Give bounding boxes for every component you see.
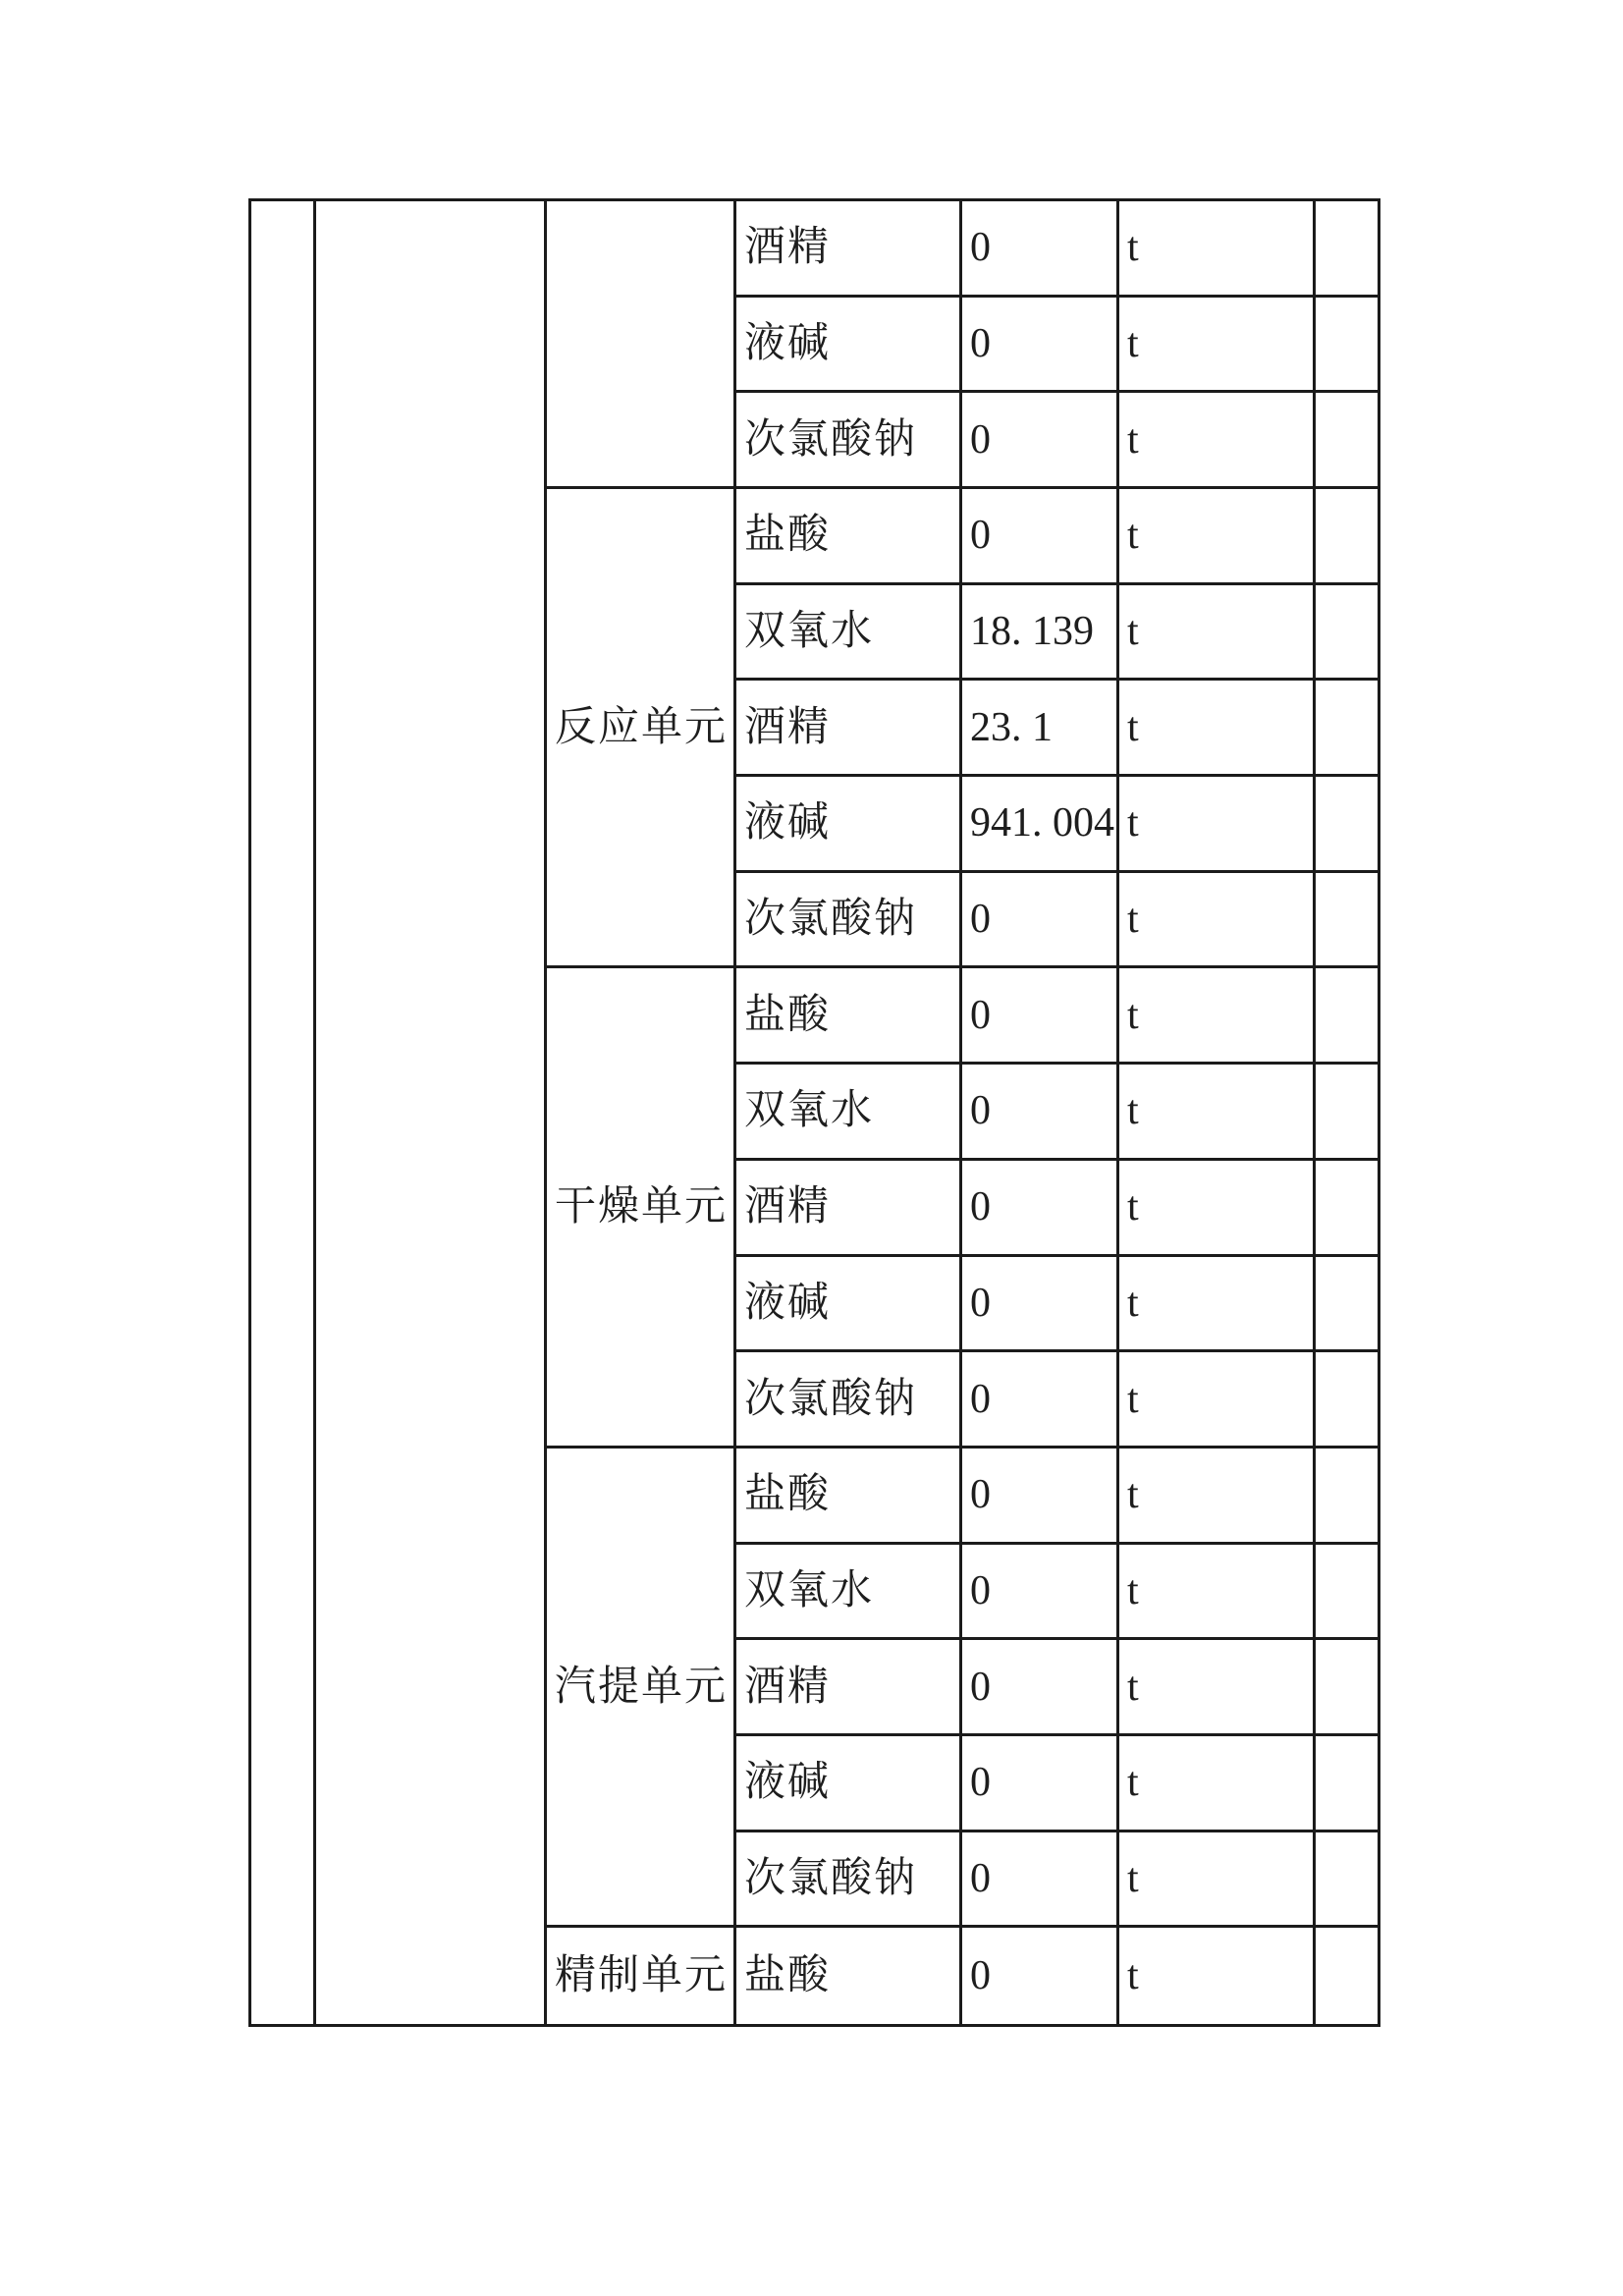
chemical-name: 液碱 [744, 800, 832, 847]
unit-cell [1119, 681, 1316, 777]
amount-value: 23. 1 [970, 704, 1053, 750]
chemical-name: 次氯酸钠 [744, 416, 918, 463]
empty-left-column-cell [251, 201, 316, 2024]
empty-tail-cell [1316, 1640, 1378, 1736]
amount-value: 18. 139 [970, 609, 1094, 655]
unit-value: t [1127, 416, 1139, 463]
unit-value: t [1127, 992, 1139, 1038]
unit-group-cell-drying [547, 968, 736, 1448]
chemical-consumption-table [248, 198, 1380, 2027]
unit-group-cell-stripping [547, 1449, 736, 1928]
chemical-name-cell [736, 968, 962, 1065]
amount-value: 0 [970, 992, 991, 1038]
unit-value: t [1127, 1567, 1139, 1613]
unit-value: t [1127, 225, 1139, 271]
chemical-name: 盐酸 [744, 1953, 832, 1999]
empty-tail-cell [1316, 1352, 1378, 1449]
chemical-name-cell [736, 489, 962, 585]
unit-value: t [1127, 1953, 1139, 1999]
unit-value: t [1127, 1280, 1139, 1326]
unit-value: t [1127, 1760, 1139, 1806]
chemical-name: 双氧水 [744, 1567, 875, 1613]
chemical-name-cell [736, 1352, 962, 1449]
amount-value: 0 [970, 1376, 991, 1422]
unit-value: t [1127, 1855, 1139, 1901]
unit-value: t [1127, 1088, 1139, 1134]
amount-cell [962, 201, 1119, 298]
chemical-name-cell [736, 777, 962, 873]
unit-cell [1119, 873, 1316, 969]
empty-tail-cell [1316, 873, 1378, 969]
unit-group-cell-refining [547, 1928, 736, 2024]
unit-cell [1119, 1257, 1316, 1353]
amount-cell [962, 968, 1119, 1065]
unit-cell [1119, 1640, 1316, 1736]
chemical-name-cell [736, 1257, 962, 1353]
amount-value: 0 [970, 1953, 991, 1999]
chemical-name: 液碱 [744, 1280, 832, 1326]
amount-cell [962, 1065, 1119, 1161]
chemical-name: 双氧水 [744, 609, 875, 655]
amount-value: 0 [970, 225, 991, 271]
amount-cell [962, 681, 1119, 777]
unit-cell [1119, 968, 1316, 1065]
empty-tail-cell [1316, 1832, 1378, 1929]
unit-cell [1119, 1352, 1316, 1449]
unit-value: t [1127, 897, 1139, 943]
amount-value: 0 [970, 513, 991, 559]
amount-cell [962, 1257, 1119, 1353]
unit-group-label: 反应单元 [555, 704, 729, 750]
chemical-name-cell [736, 1832, 962, 1929]
amount-value: 0 [970, 1567, 991, 1613]
amount-cell [962, 489, 1119, 585]
unit-group-label: 汽提单元 [555, 1664, 729, 1710]
amount-value: 0 [970, 1855, 991, 1901]
chemical-name-cell [736, 1545, 962, 1641]
chemical-name: 酒精 [744, 1664, 832, 1710]
unit-cell [1119, 1545, 1316, 1641]
empty-tail-cell [1316, 201, 1378, 298]
empty-second-column-cell [316, 201, 547, 2024]
unit-cell [1119, 1065, 1316, 1161]
unit-value: t [1127, 513, 1139, 559]
unit-cell [1119, 1161, 1316, 1257]
chemical-name: 液碱 [744, 321, 832, 367]
chemical-name: 次氯酸钠 [744, 897, 918, 943]
unit-cell [1119, 1832, 1316, 1929]
amount-cell [962, 1352, 1119, 1449]
chemical-name-cell [736, 873, 962, 969]
unit-cell [1119, 585, 1316, 682]
unit-cell [1119, 777, 1316, 873]
empty-tail-cell [1316, 681, 1378, 777]
unit-value: t [1127, 800, 1139, 847]
unit-cell [1119, 1449, 1316, 1545]
chemical-name: 盐酸 [744, 513, 832, 559]
chemical-name-cell [736, 1161, 962, 1257]
chemical-name-cell [736, 1640, 962, 1736]
chemical-name: 酒精 [744, 704, 832, 750]
chemical-name-cell [736, 298, 962, 394]
empty-tail-cell [1316, 1065, 1378, 1161]
empty-tail-cell [1316, 1736, 1378, 1832]
amount-cell [962, 298, 1119, 394]
chemical-name: 次氯酸钠 [744, 1376, 918, 1422]
amount-value: 0 [970, 1280, 991, 1326]
unit-value: t [1127, 1184, 1139, 1230]
unit-value: t [1127, 321, 1139, 367]
amount-cell [962, 777, 1119, 873]
empty-tail-cell [1316, 777, 1378, 873]
unit-group-label: 干燥单元 [555, 1184, 729, 1230]
chemical-name-cell [736, 1736, 962, 1832]
empty-tail-cell [1316, 1449, 1378, 1545]
unit-group-label: 精制单元 [555, 1953, 729, 1999]
unit-cell [1119, 489, 1316, 585]
amount-value: 0 [970, 1088, 991, 1134]
empty-tail-cell [1316, 489, 1378, 585]
amount-value: 941. 004 [970, 800, 1114, 847]
empty-tail-cell [1316, 1257, 1378, 1353]
empty-tail-cell [1316, 1928, 1378, 2024]
unit-cell [1119, 393, 1316, 489]
empty-tail-cell [1316, 298, 1378, 394]
amount-cell [962, 585, 1119, 682]
unit-cell [1119, 201, 1316, 298]
chemical-name-cell [736, 393, 962, 489]
chemical-name: 液碱 [744, 1760, 832, 1806]
empty-tail-cell [1316, 393, 1378, 489]
unit-value: t [1127, 609, 1139, 655]
chemical-name-cell [736, 585, 962, 682]
chemical-name: 盐酸 [744, 1472, 832, 1518]
unit-group-cell-reaction [547, 489, 736, 968]
amount-value: 0 [970, 1472, 991, 1518]
amount-cell [962, 1545, 1119, 1641]
amount-value: 0 [970, 416, 991, 463]
amount-cell [962, 1928, 1119, 2024]
amount-cell [962, 1449, 1119, 1545]
unit-cell [1119, 298, 1316, 394]
empty-tail-cell [1316, 1545, 1378, 1641]
amount-value: 0 [970, 321, 991, 367]
empty-tail-cell [1316, 968, 1378, 1065]
amount-value: 0 [970, 1184, 991, 1230]
amount-cell [962, 1161, 1119, 1257]
chemical-name: 盐酸 [744, 992, 832, 1038]
chemical-name: 次氯酸钠 [744, 1855, 918, 1901]
amount-cell [962, 393, 1119, 489]
unit-group-cell-continued [547, 201, 736, 489]
unit-value: t [1127, 1376, 1139, 1422]
unit-cell [1119, 1736, 1316, 1832]
unit-value: t [1127, 704, 1139, 750]
amount-cell [962, 1640, 1119, 1736]
amount-value: 0 [970, 1664, 991, 1710]
amount-cell [962, 1832, 1119, 1929]
empty-tail-cell [1316, 1161, 1378, 1257]
chemical-name-cell [736, 681, 962, 777]
amount-value: 0 [970, 897, 991, 943]
chemical-name-cell [736, 201, 962, 298]
unit-value: t [1127, 1472, 1139, 1518]
chemical-name: 双氧水 [744, 1088, 875, 1134]
unit-value: t [1127, 1664, 1139, 1710]
chemical-name: 酒精 [744, 225, 832, 271]
amount-cell [962, 1736, 1119, 1832]
chemical-name: 酒精 [744, 1184, 832, 1230]
chemical-name-cell [736, 1449, 962, 1545]
amount-value: 0 [970, 1760, 991, 1806]
unit-cell [1119, 1928, 1316, 2024]
chemical-name-cell [736, 1928, 962, 2024]
amount-cell [962, 873, 1119, 969]
empty-tail-cell [1316, 585, 1378, 682]
chemical-name-cell [736, 1065, 962, 1161]
